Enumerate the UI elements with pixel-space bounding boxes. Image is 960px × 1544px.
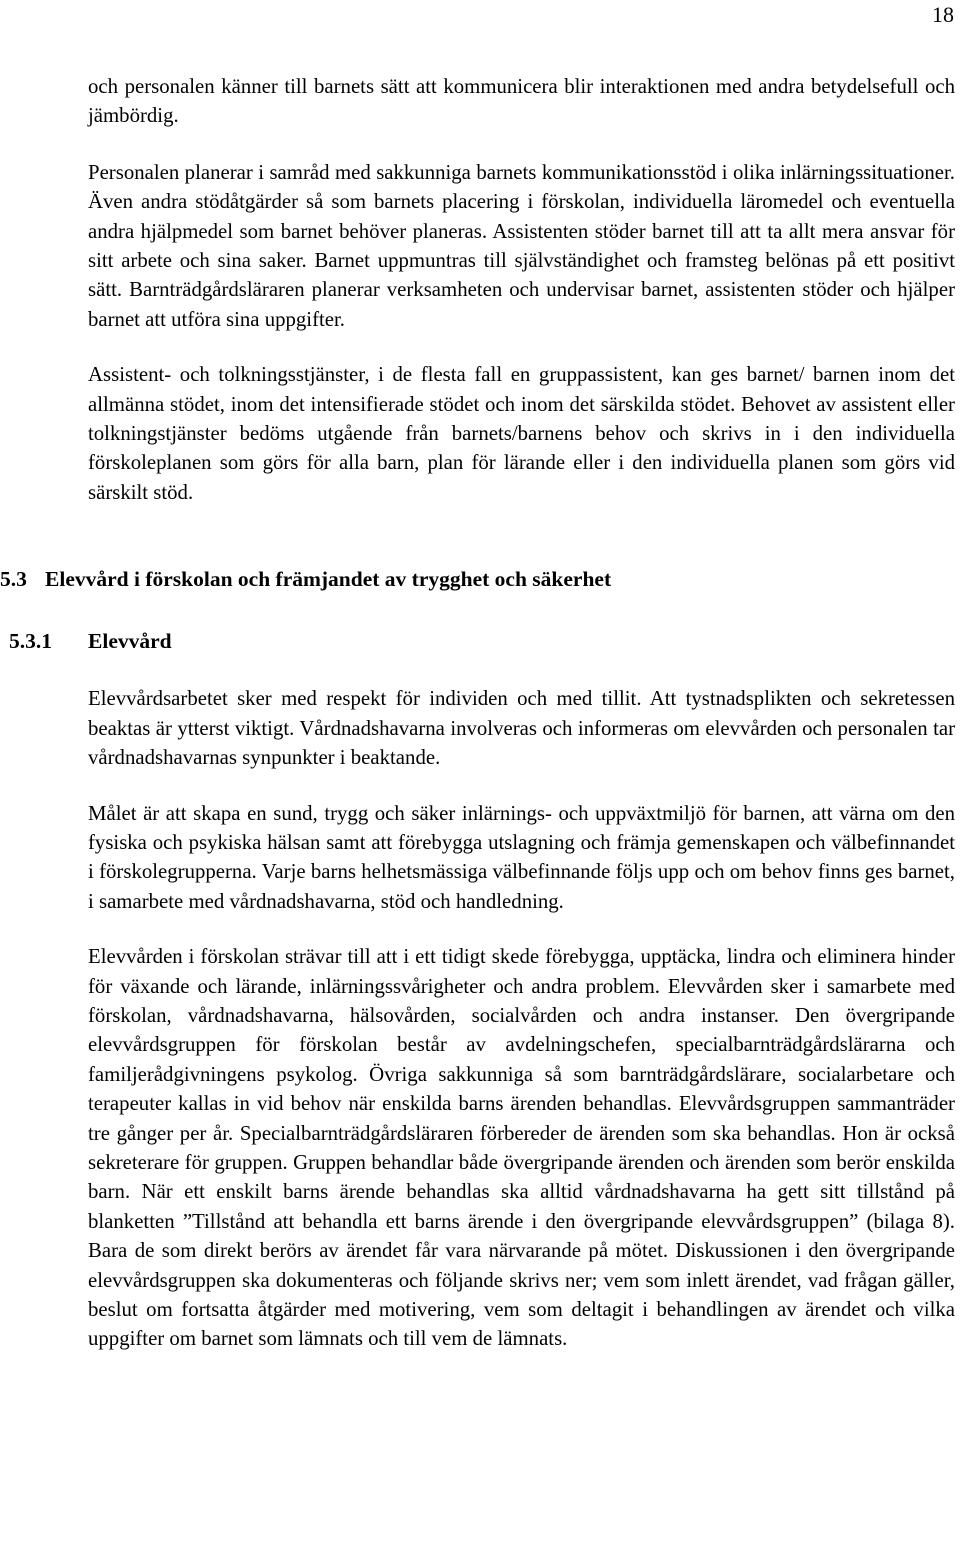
paragraph-3: Assistent- och tolkningsstjänster, i de flesta fall en gruppassistent, kan ges barnet/ barnen inom det allmänna stödet, inom det intensifierade stödet och inom det särskilda stödet. Behovet av assistent eller tolkningstjänster bedöms utgående från barnets/barnens behov och skrivs in i den individuella förskoleplanen som görs för alla barn, plan för lärande eller i den individuella planen som görs vid särskilt stöd. xyxy=(88,363,955,504)
paragraph-4: Elevvårdsarbetet sker med respekt för individen och med tillit. Att tystnadsplikten och sekretessen beaktas är ytterst viktigt. Vårdnadshavarna involveras och informeras om elevvården och personalen tar vårdnadshavarnas synpunkter i beaktande. xyxy=(88,687,955,770)
section-title: Elevvård i förskolan och främjandet av trygghet och säkerhet xyxy=(45,567,612,592)
paragraph-6: Elevvården i förskolan strävar till att i ett tidigt skede förebygga, upptäcka, lindra och eliminera hinder för växande och lärande, inlärningssvårigheter och andra problem. Elevvården sker i samarbete med förskolan, vårdnadshavarna, hälsovården, socialvården och andra instanser. Den övergripande elevvårdsgruppen för förskolan består av avdelningschefen, specialbarnträdgårdslärarna och familjerådgivningens psykolog. Övriga sakkunniga så som barnträdgårdslärare, socialarbetare och terapeuter kallas in vid behov när enskilda barns ärenden behandlas. Elevvårdsgruppen sammanträder tre gånger per år. Specialbarnträdgårdsläraren förbereder de ärenden som ska behandlas. Hon är också sekreterare för gruppen. Gruppen behandlar både övergripande ärenden och ärenden som berör enskilda barn. När ett enskilt barns ärende behandlas ska alltid vårdnadshavarna ha gett sitt tillstånd på blanketten ”Tillstånd att behandla ett barns ärende i den övergripande elevvårdsgruppen” (bilaga 8). Bara de som direkt berörs av ärendet får vara närvarande på mötet. Diskussionen i den övergripande elevvårdsgruppen ska dokumenteras och följande skrivs ner; vem som inlett ärendet, vad frågan gäller, beslut om fortsatta åtgärder med motivering, vem som deltagit i behandlingen av ärendet och vilka uppgifter om barnet som lämnats och till vem de lämnats. xyxy=(88,945,955,1351)
subsection-title: Elevvård xyxy=(88,629,172,654)
section-number: 5.3 xyxy=(0,567,27,592)
section-heading xyxy=(0,564,955,594)
paragraph-5: Målet är att skapa en sund, trygg och säker inlärnings- och uppväxtmiljö för barnen, att värna om den fysiska och psykiska hälsan samt att förebygga utslagning och främja gemenskapen och välbefinnandet i förskolegrupperna. Varje barns helhetsmässiga välbefinnande följs upp och om behov finns ges barnet, i samarbete med vårdnadshavarna, stöd och handledning. xyxy=(88,801,955,913)
paragraph-2: Personalen planerar i samråd med sakkunniga barnets kommunikationsstöd i olika inlärningssituationer. Även andra stödåtgärder så som barnets placering i förskolan, individuella läromedel och eventuella andra hjälpmedel som barnet behöver planeras. Assistenten stöder barnet till att ta allt mera ansvar för sitt arbete och sina saker. Barnet uppmuntras till självständighet och framsteg belönas på ett positivt sätt. Barnträdgårdsläraren planerar verksamheten och undervisar barnet, assistenten stöder och hjälper barnet att utföra sina uppgifter. xyxy=(88,160,955,331)
subsection-number: 5.3.1 xyxy=(9,629,52,654)
page-number: 18 xyxy=(932,2,954,27)
document-body xyxy=(0,72,955,1354)
subsection-heading xyxy=(9,626,955,656)
paragraph-1: och personalen känner till barnets sätt att kommunicera blir interaktionen med andra betydelsefull och jämbördig. xyxy=(88,75,955,128)
